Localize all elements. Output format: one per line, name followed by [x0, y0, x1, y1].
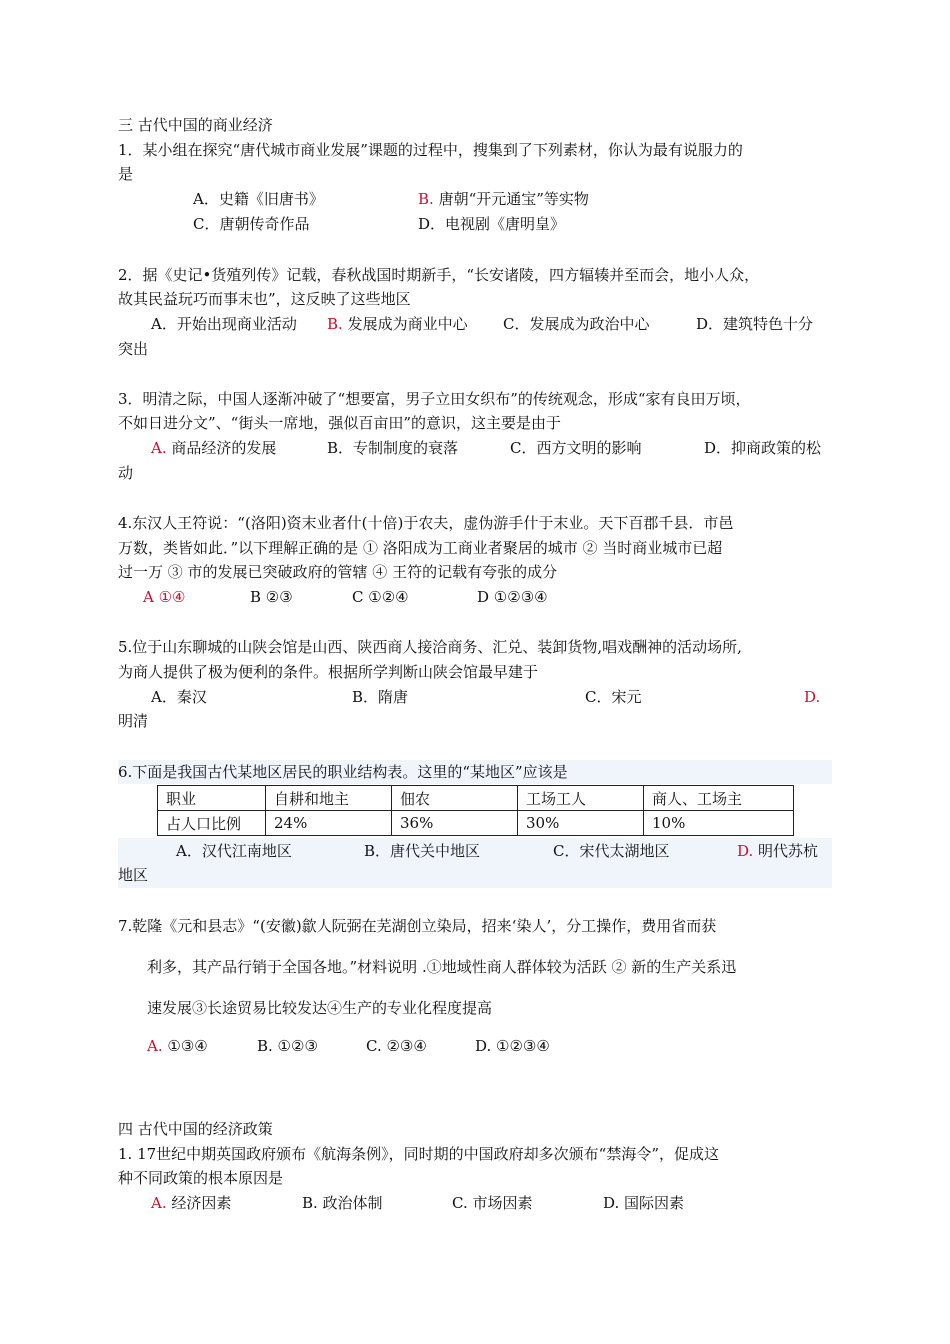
- q4-stem-line1: 4.东汉人王符说：“(洛阳)资末业者什(十倍)于农夫，虚伪游手什于末业。天下百郡千县．市邑: [118, 514, 734, 532]
- q4-option-c: C ①②④: [352, 588, 409, 606]
- q3-option-b: B．专制制度的衰落: [327, 439, 459, 457]
- q6-answer-letter: D.: [737, 842, 754, 860]
- q7-option-b: B. ①②③: [257, 1037, 318, 1055]
- s4-q1-option-a-text: 经济因素: [166, 1194, 232, 1212]
- q2-answer-letter: B.: [327, 315, 343, 333]
- q6-option-d-cont: 地区: [118, 866, 149, 884]
- q4-stem-line2: 万数，类皆如此．”以下理解正确的是 ① 洛阳成为工商业者聚居的城市 ② 当时商业城市已超: [118, 539, 723, 557]
- q5-stem-line1: 5.位于山东聊城的山陕会馆是山西、陕西商人接洽商务、汇兑、装卸货物,唱戏酬神的活动场所,: [118, 638, 742, 656]
- q5-option-d: D.: [804, 688, 821, 706]
- q3-answer-letter: A.: [151, 439, 167, 457]
- q1-stem-line1: 1．某小组在探究“唐代城市商业发展”课题的过程中，搜集到了下列素材，你认为最有说服力的: [118, 141, 743, 159]
- q7-stem-line2: 利多，其产品行销于全国各地。”材料说明 .①地域性商人群体较为活跃 ② 新的生产关系迅: [147, 958, 737, 976]
- q7-option-c: C. ②③④: [366, 1037, 427, 1055]
- q1-option-b-text: 唐朝“开元通宝”等实物: [433, 190, 589, 208]
- q7-answer-letter: A.: [147, 1037, 163, 1055]
- s4-q1-stem-line1: 1. 17世纪中期英国政府颁布《航海条例》，同时期的中国政府却多次颁布“禁海令”，促成这: [118, 1145, 720, 1163]
- q7-option-a-text: ①③④: [162, 1037, 208, 1055]
- table-cell: 佃农: [392, 786, 518, 811]
- q6-stem: 6.下面是我国古代某地区居民的职业结构表。这里的“某地区”应该是: [118, 763, 568, 781]
- q7-option-d: D. ①②③④: [475, 1037, 550, 1055]
- table-row: [158, 786, 794, 811]
- q3-option-d-cont: 动: [118, 464, 134, 482]
- q6-option-d: [737, 840, 818, 862]
- s4-q1-option-c: C. 市场因素: [452, 1194, 533, 1212]
- s4-q1-option-a: [151, 1192, 231, 1214]
- q7-stem-line1: 7.乾隆《元和县志》“(安徽)歙人阮弼在芜湖创立染局，招来‘染人’，分工操作，费用省而获: [118, 917, 717, 935]
- q1-answer-letter: B.: [418, 190, 434, 208]
- q6-option-b: B．唐代关中地区: [364, 842, 481, 860]
- q2-option-c: C．发展成为政治中心: [503, 315, 650, 333]
- s4-q1-stem-line2: 种不同政策的根本原因是: [118, 1169, 284, 1187]
- q3-option-a: [151, 437, 276, 459]
- q1-option-d: D．电视剧《唐明皇》: [418, 215, 566, 233]
- q7-stem-line3: 速发展③长途贸易比较发达④生产的专业化程度提高: [147, 999, 493, 1017]
- q1-option-b: [418, 188, 589, 210]
- q2-option-d-cont: 突出: [118, 340, 149, 358]
- q3-option-a-text: 商品经济的发展: [166, 439, 277, 457]
- q3-option-c: C．西方文明的影响: [510, 439, 642, 457]
- section-4-title: 四 古代中国的经济政策: [118, 1120, 273, 1138]
- section-3-title: 三 古代中国的商业经济: [118, 116, 273, 134]
- q5-option-a: A．秦汉: [151, 688, 207, 706]
- table-cell: 职业: [158, 786, 266, 811]
- table-cell: 30%: [518, 811, 644, 836]
- q6-option-a: A．汉代江南地区: [176, 842, 292, 860]
- q5-option-c: C．宋元: [585, 688, 642, 706]
- q4-option-d: D ①②③④: [477, 588, 548, 606]
- q3-stem-line2: 不如日进分文”、“街头一席地，强似百亩田”的意识，这主要是由于: [118, 414, 562, 432]
- q2-stem-line2: 故其民益玩巧而事末也”，这反映了这些地区: [118, 290, 411, 308]
- q4-stem-line3: 过一万 ③ 市的发展已突破政府的管辖 ④ 王符的记载有夸张的成分: [118, 563, 558, 581]
- occupation-table: [157, 785, 794, 836]
- s4-q1-option-b: B. 政治体制: [302, 1194, 383, 1212]
- table-cell: 商人、工场主: [644, 786, 794, 811]
- table-cell: 10%: [644, 811, 794, 836]
- s4-q1-answer-letter: A.: [151, 1194, 167, 1212]
- q3-option-d: D．抑商政策的松: [704, 439, 822, 457]
- s4-q1-option-d: D. 国际因素: [603, 1194, 685, 1212]
- q2-option-a: A．开始出现商业活动: [151, 315, 297, 333]
- table-cell: 占人口比例: [158, 811, 266, 836]
- q1-option-a: A．史籍《旧唐书》: [193, 190, 324, 208]
- q5-stem-line2: 为商人提供了极为便利的条件。根据所学判断山陕会馆最早建于: [118, 663, 539, 681]
- q6-option-d-text: 明代苏杭: [753, 842, 819, 860]
- q6-option-c: C．宋代太湖地区: [553, 842, 670, 860]
- q4-option-b: B ②③: [250, 588, 293, 606]
- q7-option-a: [147, 1035, 208, 1057]
- q4-option-a: A ①④: [143, 588, 186, 606]
- q5-option-b: B．隋唐: [352, 688, 409, 706]
- q3-stem-line1: 3．明清之际，中国人逐渐冲破了“想要富，男子立田女织布”的传统观念，形成“家有良田万顷，: [118, 390, 751, 408]
- q5-option-d-cont: 明清: [118, 712, 149, 730]
- q1-option-c: C．唐朝传奇作品: [193, 215, 310, 233]
- q2-option-b-text: 发展成为商业中心: [342, 315, 468, 333]
- q1-stem-line2: 是: [118, 165, 134, 183]
- table-cell: 工场工人: [518, 786, 644, 811]
- table-cell: 24%: [266, 811, 392, 836]
- table-cell: 36%: [392, 811, 518, 836]
- q2-stem-line1: 2．据《史记•货殖列传》记载，春秋战国时期新手，“长安诸陵，四方辐辏并至而会，地小人众，: [118, 266, 760, 284]
- q2-option-b: [327, 313, 468, 335]
- table-cell: 自耕和地主: [266, 786, 392, 811]
- q2-option-d: D．建筑特色十分: [696, 315, 814, 333]
- table-row: [158, 811, 794, 836]
